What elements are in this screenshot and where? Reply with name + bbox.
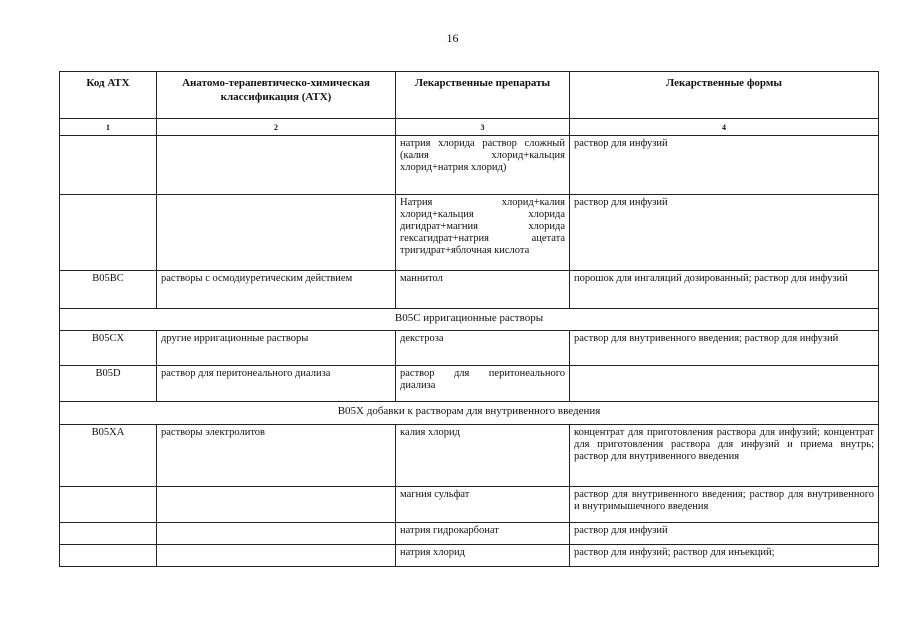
column-number-row [60,119,879,136]
atx-code-cell [60,523,157,545]
classification-cell: раствор для перитонеального диализа [157,366,396,402]
classification-cell [157,545,396,567]
form-cell: раствор для инфузий; раствор для инъекций; [570,545,879,567]
form-cell: раствор для внутривенного введения; раствор для инфузий [570,331,879,366]
atx-code-cell [60,195,157,271]
atx-code-cell [60,136,157,195]
form-cell: раствор для инфузий [570,523,879,545]
drug-cell: раствор для перитонеального диализа [396,366,570,402]
table-row [60,425,879,487]
section-title: B05C ирригационные растворы [60,309,879,331]
table-row [60,195,879,271]
table-row [60,523,879,545]
section-header-row [60,402,879,425]
header-code: Код АТХ [60,72,157,119]
table-header-row [60,72,879,119]
atx-code-cell [60,487,157,523]
table-row [60,545,879,567]
classification-cell [157,487,396,523]
classification-cell [157,523,396,545]
drug-cell: натрия хлорид [396,545,570,567]
drug-cell: калия хлорид [396,425,570,487]
section-header-row [60,309,879,331]
drug-cell: Натрия хлорид+калия хлорид+кальция хлорида дигидрат+магния хлорида гексагидрат+натрия ацетата тригидрат+яблочная кислота [396,195,570,271]
column-number: 2 [157,119,396,136]
section-title: B05X добавки к растворам для внутривенного введения [60,402,879,425]
column-number: 3 [396,119,570,136]
drug-cell: маннитол [396,271,570,309]
atx-code-cell: B05XA [60,425,157,487]
atx-code-cell: B05D [60,366,157,402]
table-row [60,487,879,523]
header-drugs: Лекарственные препараты [396,72,570,119]
form-cell: раствор для инфузий [570,136,879,195]
drug-cell: магния сульфат [396,487,570,523]
drug-cell: натрия гидрокарбонат [396,523,570,545]
atx-code-cell [60,545,157,567]
classification-cell: растворы электролитов [157,425,396,487]
drug-cell: декстроза [396,331,570,366]
header-forms: Лекарственные формы [570,72,879,119]
header-classification: Анатомо-терапевтическо-химическая классификация (АТХ) [157,72,396,119]
form-cell: концентрат для приготовления раствора для инфузий; концентрат для приготовления раствора для инфузий и приема внутрь; раствор для внутривенного введения [570,425,879,487]
table-row [60,331,879,366]
form-cell: порошок для ингаляций дозированный; раствор для инфузий [570,271,879,309]
table-row [60,366,879,402]
classification-cell [157,195,396,271]
classification-cell [157,136,396,195]
table-row [60,271,879,309]
column-number: 1 [60,119,157,136]
atx-table [59,71,879,567]
form-cell: раствор для внутривенного введения; раствор для внутривенного и внутримышечного введения [570,487,879,523]
form-cell [570,366,879,402]
column-number: 4 [570,119,879,136]
drug-cell: натрия хлорида раствор сложный (калия хлорид+кальция хлорид+натрия хлорид) [396,136,570,195]
page-number: 16 [446,31,459,45]
atx-code-cell: B05BC [60,271,157,309]
form-cell: раствор для инфузий [570,195,879,271]
table-row [60,136,879,195]
classification-cell: растворы с осмодиуретическим действием [157,271,396,309]
classification-cell: другие ирригационные растворы [157,331,396,366]
atx-code-cell: B05CX [60,331,157,366]
